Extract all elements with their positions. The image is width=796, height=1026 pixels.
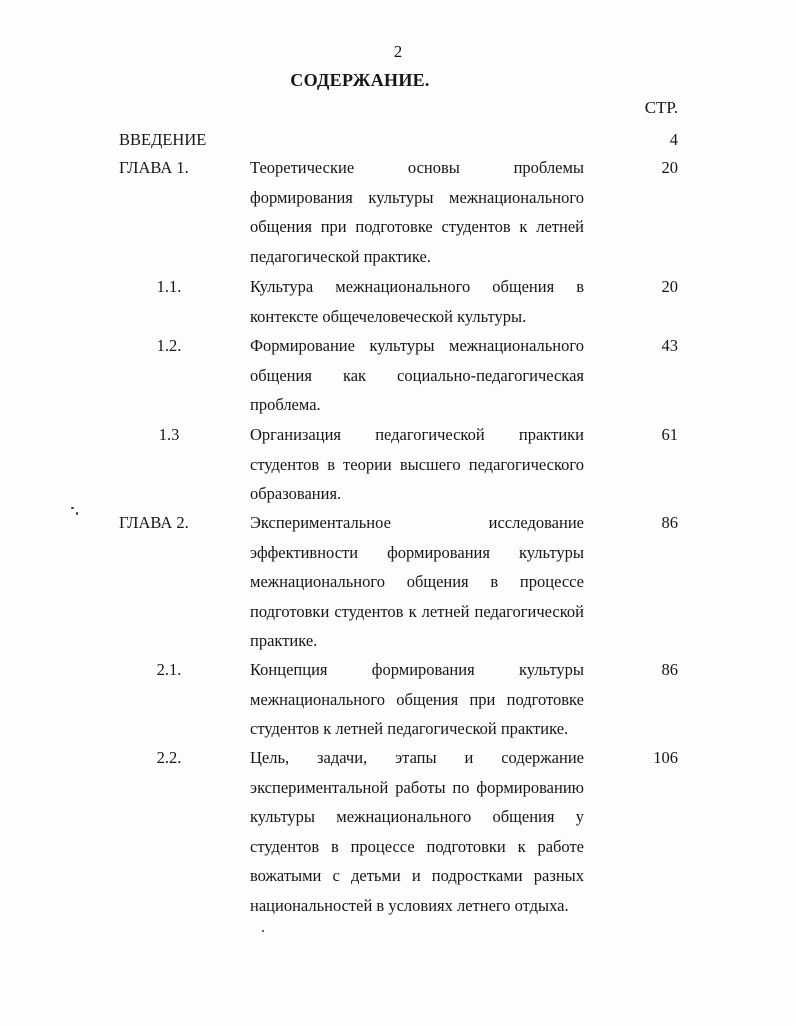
toc-entry-label: 1.3 (158, 425, 180, 444)
scan-speck (262, 930, 264, 932)
toc-entry-text: Цель, задачи, этапы и содержание экспериментальной работы по формированию культуры межнационального общения у студентов в процессе подготовки к работе вожатыми с детьми и подростками разных национальностей в условиях летнего отдыха. (250, 748, 584, 915)
toc-entry-page: 106 (653, 748, 678, 767)
scan-speck (76, 512, 78, 515)
toc-entry-page: 20 (661, 158, 678, 177)
toc-entry-label: 2.1. (156, 660, 182, 679)
toc-entry-label: ГЛАВА 2. (119, 513, 189, 532)
scan-speck (71, 507, 74, 509)
toc-entry-text: Формирование культуры межнационального общения как социально-педагогическая проблема. (250, 336, 584, 414)
toc-entry-text: Концепция формирования культуры межнационального общения при подготовке студентов к летней педагогической практике. (250, 660, 584, 738)
toc-entry-text: Культура межнационального общения в контексте общечеловеческой культуры. (250, 277, 584, 326)
toc-entry-label: ГЛАВА 1. (119, 158, 189, 177)
toc-entry-text: Экспериментальное исследование эффективности формирования культуры межнационального общения в процессе подготовки студентов к летней педагогической практике. (250, 513, 584, 650)
page-column-header: СТР. (644, 98, 678, 117)
page-title: СОДЕРЖАНИЕ. (290, 70, 430, 90)
toc-entry-page: 43 (661, 336, 678, 355)
toc-entry-page: 86 (661, 660, 678, 679)
toc-entry-page: 20 (661, 277, 678, 296)
toc-entry-page: 4 (669, 130, 678, 149)
toc-entry-page: 61 (661, 425, 678, 444)
page-number: 2 (393, 42, 403, 61)
toc-entry-text: Теоретические основы проблемы формирования культуры межнационального общения при подготовке студентов к летней педагогической практике. (250, 158, 584, 266)
toc-entry-page: 86 (661, 513, 678, 532)
toc-entry-label: 1.1. (156, 277, 182, 296)
toc-entry-label: ВВЕДЕНИЕ (119, 130, 207, 149)
toc-entry-label: 1.2. (156, 336, 182, 355)
toc-entry-label: 2.2. (156, 748, 182, 767)
toc-entry-text: Организация педагогической практики студентов в теории высшего педагогического образования. (250, 425, 584, 503)
